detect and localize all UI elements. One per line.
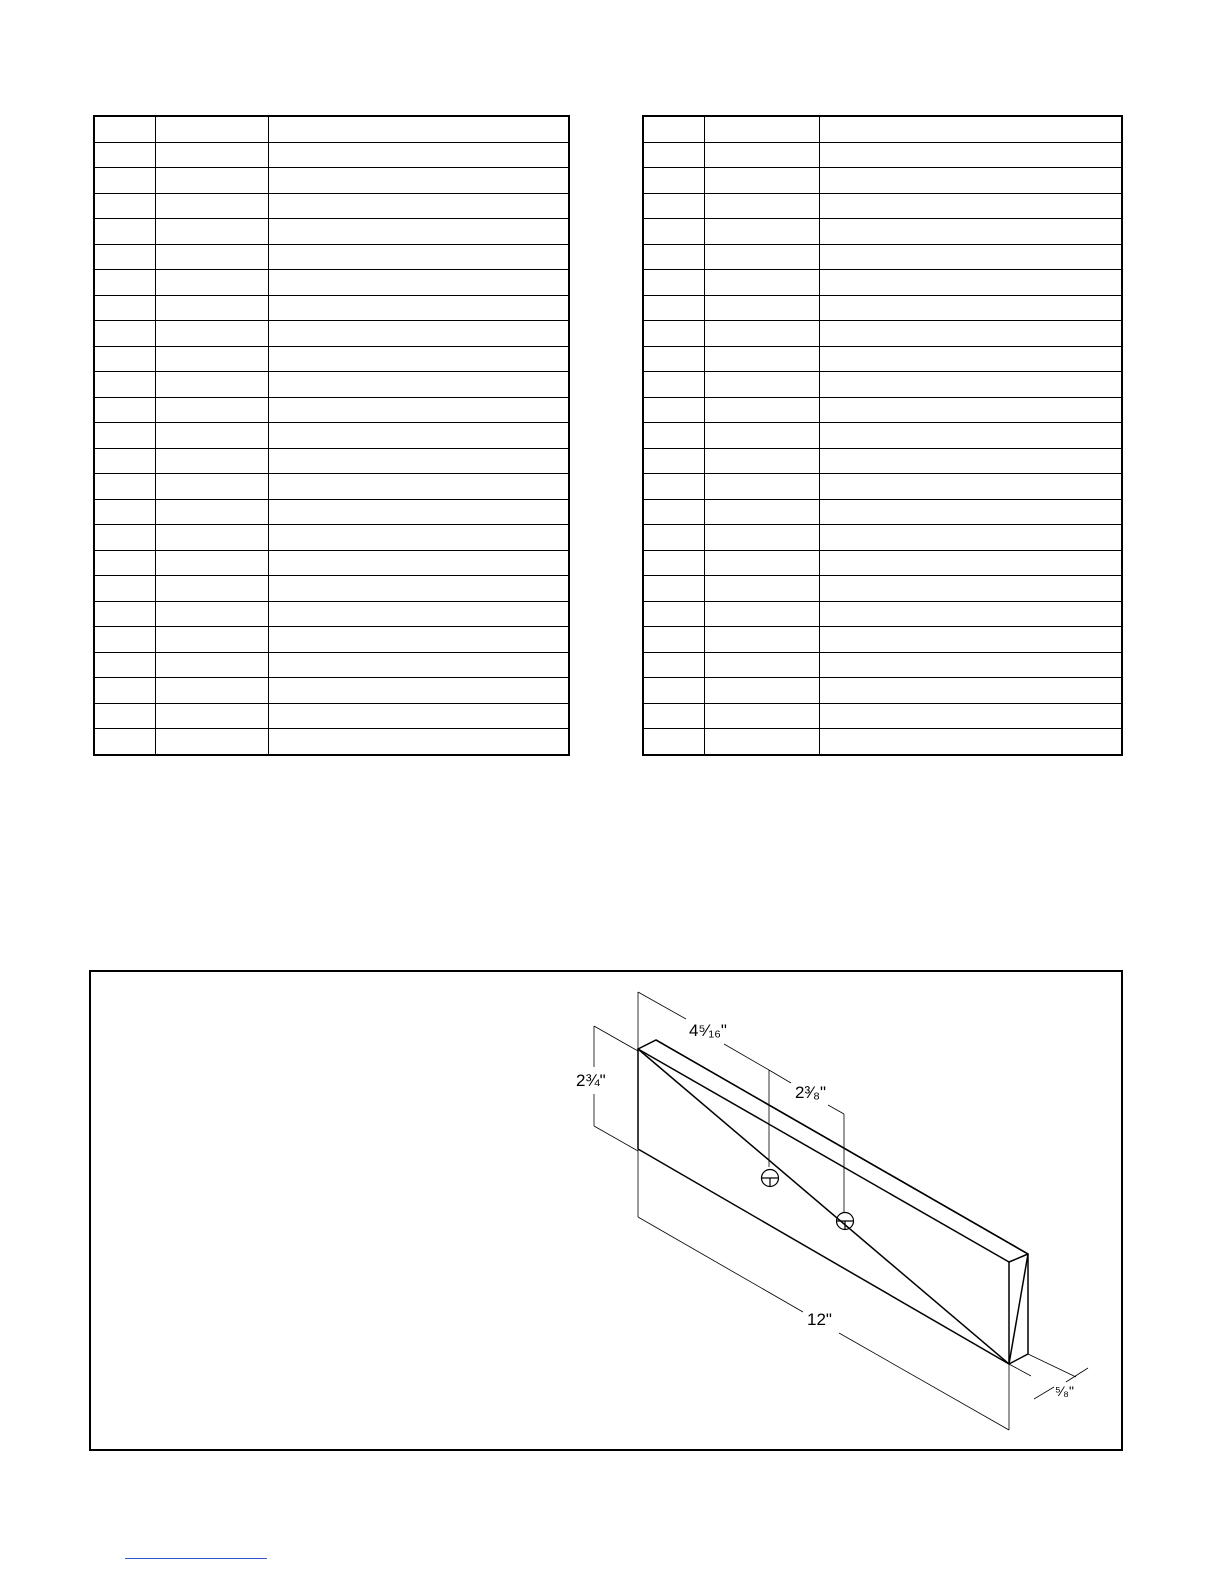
table-cell <box>643 321 704 347</box>
table-cell <box>268 601 569 627</box>
table-cell <box>155 270 268 296</box>
table-cell <box>643 448 704 474</box>
table-row <box>94 448 569 474</box>
table-cell <box>94 678 155 704</box>
table-cell <box>155 550 268 576</box>
table-cell <box>268 346 569 372</box>
table-cell <box>819 193 1122 219</box>
table-cell <box>819 576 1122 602</box>
table-cell <box>643 142 704 168</box>
table-cell <box>704 576 819 602</box>
table-cell <box>819 448 1122 474</box>
table-cell <box>704 270 819 296</box>
table-cell <box>819 703 1122 729</box>
board-diagram-panel <box>89 970 1123 1451</box>
table-cell <box>704 142 819 168</box>
table-row <box>94 397 569 423</box>
table-cell <box>94 729 155 755</box>
table-cell <box>268 168 569 194</box>
table-cell <box>704 219 819 245</box>
table-cell <box>94 270 155 296</box>
table-cell <box>155 499 268 525</box>
table-cell <box>643 474 704 500</box>
table-cell <box>94 321 155 347</box>
table-row <box>643 474 1122 500</box>
table-cell <box>704 295 819 321</box>
table-cell <box>704 474 819 500</box>
table-cell <box>819 423 1122 449</box>
table-cell <box>155 474 268 500</box>
table-cell <box>94 397 155 423</box>
table-cell <box>268 423 569 449</box>
table-row <box>94 474 569 500</box>
table-row <box>94 703 569 729</box>
table-cell <box>643 550 704 576</box>
height-label: 2¾" <box>576 1071 606 1090</box>
table-cell <box>819 346 1122 372</box>
table-cell <box>155 448 268 474</box>
table-cell <box>155 423 268 449</box>
table-row <box>643 346 1122 372</box>
table-row <box>643 550 1122 576</box>
hole-marker-1 <box>762 1170 779 1187</box>
table-row <box>643 193 1122 219</box>
table-cell <box>704 525 819 551</box>
table-cell <box>94 372 155 398</box>
table-cell <box>268 627 569 653</box>
table-row <box>94 525 569 551</box>
table-cell <box>819 729 1122 755</box>
table-cell <box>268 703 569 729</box>
length-label: 12" <box>807 1310 832 1329</box>
table-cell <box>94 652 155 678</box>
table-cell <box>704 448 819 474</box>
table-cell <box>155 168 268 194</box>
parts-table-left-body <box>94 116 569 755</box>
table-cell <box>643 627 704 653</box>
table-cell <box>643 270 704 296</box>
table-cell <box>819 499 1122 525</box>
table-cell <box>819 550 1122 576</box>
table-row <box>94 678 569 704</box>
table-row <box>643 703 1122 729</box>
table-row <box>643 397 1122 423</box>
table-cell <box>94 601 155 627</box>
table-cell <box>94 142 155 168</box>
table-row <box>643 321 1122 347</box>
table-cell <box>643 499 704 525</box>
table-cell <box>268 499 569 525</box>
table-cell <box>819 142 1122 168</box>
table-cell <box>704 652 819 678</box>
table-cell <box>268 652 569 678</box>
table-cell <box>643 346 704 372</box>
table-cell <box>94 576 155 602</box>
table-cell <box>155 321 268 347</box>
table-row <box>94 372 569 398</box>
table-cell <box>155 703 268 729</box>
table-cell <box>94 703 155 729</box>
table-row <box>94 142 569 168</box>
table-cell <box>155 729 268 755</box>
table-cell <box>643 652 704 678</box>
table-cell <box>155 652 268 678</box>
table-cell <box>155 116 268 142</box>
table-cell <box>704 397 819 423</box>
table-cell <box>819 244 1122 270</box>
table-cell <box>268 142 569 168</box>
table-row <box>94 499 569 525</box>
table-cell <box>643 193 704 219</box>
table-row <box>643 678 1122 704</box>
table-cell <box>819 321 1122 347</box>
table-cell <box>819 116 1122 142</box>
table-cell <box>268 550 569 576</box>
table-cell <box>819 627 1122 653</box>
table-cell <box>643 397 704 423</box>
table-cell <box>643 295 704 321</box>
table-row <box>643 295 1122 321</box>
table-cell <box>704 372 819 398</box>
table-row <box>94 116 569 142</box>
table-cell <box>643 601 704 627</box>
footer-link-underline <box>125 1558 267 1559</box>
table-cell <box>155 244 268 270</box>
table-cell <box>643 678 704 704</box>
table-row <box>643 499 1122 525</box>
table-cell <box>94 525 155 551</box>
table-row <box>94 168 569 194</box>
table-cell <box>155 601 268 627</box>
hole-marker-2 <box>837 1213 854 1230</box>
table-cell <box>94 295 155 321</box>
table-cell <box>94 116 155 142</box>
table-cell <box>643 116 704 142</box>
table-row <box>94 627 569 653</box>
table-cell <box>643 244 704 270</box>
table-row <box>94 270 569 296</box>
table-cell <box>94 448 155 474</box>
table-cell <box>155 142 268 168</box>
table-cell <box>704 423 819 449</box>
table-cell <box>819 601 1122 627</box>
table-row <box>94 219 569 245</box>
table-row <box>94 423 569 449</box>
table-cell <box>155 397 268 423</box>
table-row <box>643 652 1122 678</box>
table-cell <box>704 193 819 219</box>
table-cell <box>268 116 569 142</box>
table-row <box>643 576 1122 602</box>
table-cell <box>704 321 819 347</box>
table-cell <box>94 346 155 372</box>
table-row <box>643 219 1122 245</box>
table-cell <box>268 244 569 270</box>
dimension-lines <box>594 992 1088 1430</box>
table-cell <box>643 219 704 245</box>
table-row <box>94 652 569 678</box>
table-row <box>643 601 1122 627</box>
table-row <box>643 448 1122 474</box>
thickness-label: ⁵⁄₈" <box>1055 1383 1074 1399</box>
table-cell <box>819 295 1122 321</box>
hole-offset-label: 4⁵⁄₁₆" <box>689 1021 727 1040</box>
table-cell <box>94 193 155 219</box>
table-cell <box>268 474 569 500</box>
table-cell <box>155 346 268 372</box>
table-cell <box>268 525 569 551</box>
parts-table-left <box>93 115 570 756</box>
parts-table-right-body <box>643 116 1122 755</box>
table-cell <box>643 703 704 729</box>
table-cell <box>643 525 704 551</box>
table-cell <box>268 397 569 423</box>
table-row <box>94 321 569 347</box>
table-cell <box>94 627 155 653</box>
table-cell <box>155 678 268 704</box>
table-row <box>94 601 569 627</box>
table-cell <box>643 576 704 602</box>
table-cell <box>704 244 819 270</box>
parts-table-right <box>642 115 1123 756</box>
table-cell <box>94 423 155 449</box>
hole-spacing-label: 2³⁄₈" <box>795 1083 827 1102</box>
table-cell <box>94 550 155 576</box>
table-cell <box>155 372 268 398</box>
table-cell <box>819 652 1122 678</box>
table-cell <box>643 372 704 398</box>
table-cell <box>155 295 268 321</box>
table-cell <box>819 397 1122 423</box>
table-cell <box>94 244 155 270</box>
table-cell <box>268 372 569 398</box>
table-cell <box>819 525 1122 551</box>
table-row <box>94 295 569 321</box>
table-cell <box>819 474 1122 500</box>
table-row <box>643 525 1122 551</box>
table-cell <box>268 448 569 474</box>
table-row <box>94 346 569 372</box>
table-cell <box>268 678 569 704</box>
table-cell <box>704 550 819 576</box>
table-row <box>94 550 569 576</box>
table-row <box>643 729 1122 755</box>
table-cell <box>155 193 268 219</box>
table-cell <box>268 729 569 755</box>
table-cell <box>704 346 819 372</box>
table-cell <box>704 168 819 194</box>
table-cell <box>704 499 819 525</box>
table-cell <box>268 270 569 296</box>
table-row <box>643 372 1122 398</box>
table-cell <box>704 627 819 653</box>
table-row <box>94 576 569 602</box>
table-cell <box>704 729 819 755</box>
table-cell <box>819 219 1122 245</box>
table-cell <box>155 525 268 551</box>
table-row <box>643 627 1122 653</box>
table-row <box>94 244 569 270</box>
table-row <box>94 729 569 755</box>
table-cell <box>819 372 1122 398</box>
table-cell <box>155 576 268 602</box>
table-cell <box>819 678 1122 704</box>
table-row <box>643 423 1122 449</box>
table-row <box>643 244 1122 270</box>
board-outline <box>638 1040 1028 1364</box>
table-row <box>94 193 569 219</box>
table-cell <box>268 321 569 347</box>
table-row <box>643 270 1122 296</box>
table-cell <box>94 474 155 500</box>
table-row <box>643 168 1122 194</box>
table-cell <box>704 601 819 627</box>
table-cell <box>268 193 569 219</box>
table-cell <box>704 703 819 729</box>
table-cell <box>94 168 155 194</box>
table-cell <box>643 423 704 449</box>
table-cell <box>643 729 704 755</box>
table-cell <box>155 219 268 245</box>
table-row <box>643 142 1122 168</box>
table-cell <box>268 295 569 321</box>
board-diagram <box>91 972 1121 1449</box>
table-cell <box>819 168 1122 194</box>
table-cell <box>704 116 819 142</box>
table-cell <box>94 499 155 525</box>
table-cell <box>819 270 1122 296</box>
table-cell <box>268 219 569 245</box>
table-cell <box>155 627 268 653</box>
table-cell <box>94 219 155 245</box>
table-cell <box>643 168 704 194</box>
table-row <box>643 116 1122 142</box>
table-cell <box>268 576 569 602</box>
table-cell <box>704 678 819 704</box>
